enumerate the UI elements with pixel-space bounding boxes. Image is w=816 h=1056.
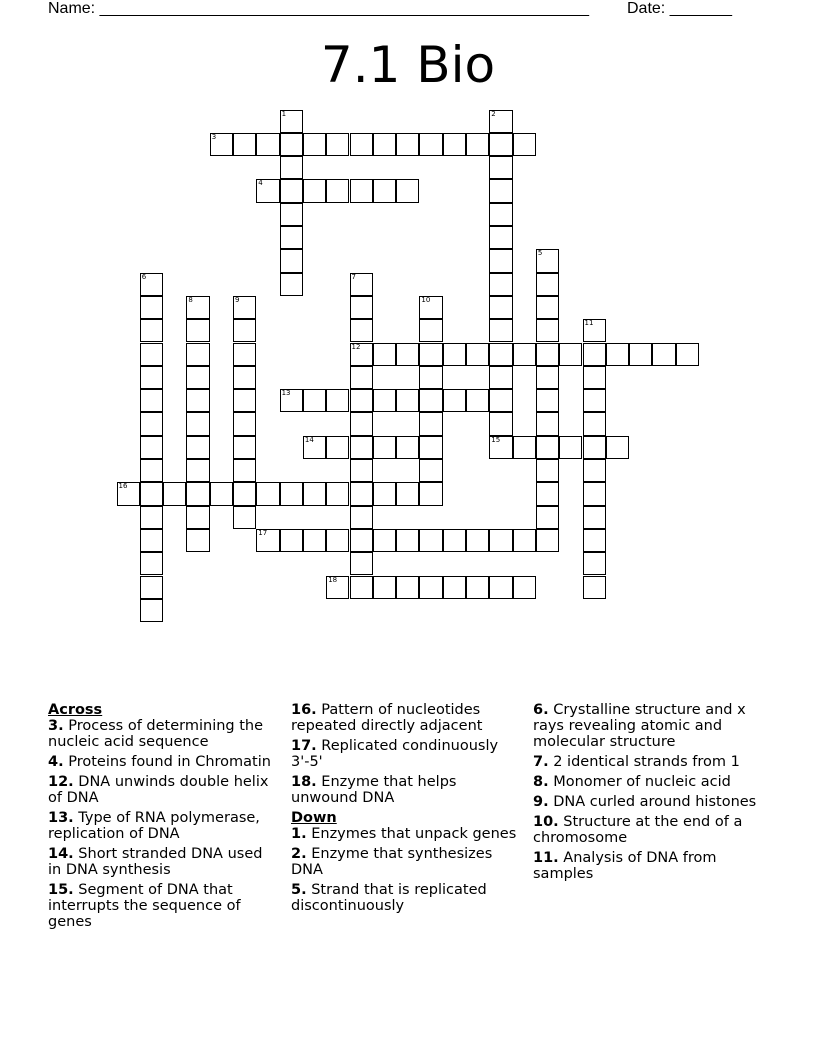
- grid-cell[interactable]: [350, 459, 373, 482]
- grid-cell[interactable]: [233, 436, 256, 459]
- grid-cell[interactable]: [303, 389, 326, 412]
- grid-cell[interactable]: [350, 412, 373, 435]
- grid-cell[interactable]: [489, 133, 512, 156]
- down-clue: 6. Crystalline structure and x rays revealing atomic and molecular structure: [533, 702, 746, 750]
- clue-number: 3: [211, 132, 217, 141]
- grid-cell[interactable]: [489, 249, 512, 272]
- grid-cell[interactable]: [280, 179, 303, 202]
- grid-cell[interactable]: [233, 506, 256, 529]
- grid-cell[interactable]: [280, 156, 303, 179]
- grid-cell[interactable]: [489, 273, 512, 296]
- clue-number: 13: [281, 389, 291, 398]
- across-clue: 18. Enzyme that helps unwound DNA: [291, 774, 457, 806]
- across-heading: Across: [48, 702, 103, 718]
- grid-cell[interactable]: [280, 133, 303, 156]
- grid-cell[interactable]: [303, 482, 326, 505]
- grid-cell[interactable]: [396, 389, 419, 412]
- clue-number: 15: [491, 435, 501, 444]
- grid-cell[interactable]: [186, 436, 209, 459]
- grid-cell[interactable]: [140, 343, 163, 366]
- grid-cell[interactable]: [466, 389, 489, 412]
- down-clue: 10. Structure at the end of a chromosome: [533, 814, 743, 846]
- grid-cell[interactable]: [373, 482, 396, 505]
- grid-cell[interactable]: [536, 459, 559, 482]
- grid-cell[interactable]: [629, 343, 652, 366]
- grid-cell[interactable]: [583, 366, 606, 389]
- grid-cell[interactable]: [396, 482, 419, 505]
- grid-cell[interactable]: [513, 436, 536, 459]
- date-line: Date: _______: [627, 0, 732, 17]
- clue-number: 4: [258, 179, 263, 188]
- grid-cell[interactable]: [280, 529, 303, 552]
- grid-cell[interactable]: [326, 576, 349, 599]
- grid-cell[interactable]: [536, 249, 559, 272]
- grid-cell[interactable]: [186, 529, 209, 552]
- grid-cell[interactable]: [583, 319, 606, 342]
- grid-cell[interactable]: [350, 552, 373, 575]
- grid-cell[interactable]: [140, 273, 163, 296]
- grid-cell[interactable]: [303, 529, 326, 552]
- grid-cell[interactable]: [419, 529, 442, 552]
- grid-cell[interactable]: [233, 296, 256, 319]
- across-clue: 4. Proteins found in Chromatin: [48, 754, 271, 770]
- grid-cell[interactable]: [583, 412, 606, 435]
- grid-cell[interactable]: [140, 436, 163, 459]
- grid-cell[interactable]: [419, 319, 442, 342]
- clue-number: 1: [281, 109, 287, 118]
- grid-cell[interactable]: [489, 226, 512, 249]
- down-clue: 5. Strand that is replicated discontinuously: [291, 882, 487, 914]
- grid-cell[interactable]: [186, 412, 209, 435]
- grid-cell[interactable]: [280, 249, 303, 272]
- grid-cell[interactable]: [350, 482, 373, 505]
- grid-cell[interactable]: [350, 529, 373, 552]
- grid-cell[interactable]: [233, 343, 256, 366]
- grid-cell[interactable]: [419, 389, 442, 412]
- grid-cell[interactable]: [140, 552, 163, 575]
- grid-cell[interactable]: [350, 133, 373, 156]
- grid-cell[interactable]: [326, 436, 349, 459]
- grid-cell[interactable]: [280, 482, 303, 505]
- grid-cell[interactable]: [419, 296, 442, 319]
- grid-cell[interactable]: [326, 529, 349, 552]
- grid-cell[interactable]: [419, 576, 442, 599]
- clue-number: 10: [421, 295, 431, 304]
- grid-cell[interactable]: [303, 133, 326, 156]
- grid-cell[interactable]: [489, 576, 512, 599]
- grid-cell[interactable]: [536, 319, 559, 342]
- grid-cell[interactable]: [373, 179, 396, 202]
- grid-cell[interactable]: [536, 529, 559, 552]
- grid-cell[interactable]: [350, 389, 373, 412]
- grid-cell[interactable]: [350, 179, 373, 202]
- grid-cell[interactable]: [350, 366, 373, 389]
- down-clue: 9. DNA curled around histones: [533, 794, 757, 810]
- grid-cell[interactable]: [233, 412, 256, 435]
- down-clue: 8. Monomer of nucleic acid: [533, 774, 731, 790]
- grid-cell[interactable]: [326, 389, 349, 412]
- clue-number: 14: [304, 435, 314, 444]
- grid-cell[interactable]: [373, 529, 396, 552]
- grid-cell[interactable]: [396, 436, 419, 459]
- grid-cell[interactable]: [140, 459, 163, 482]
- grid-cell[interactable]: [489, 110, 512, 133]
- grid-cell[interactable]: [140, 296, 163, 319]
- grid-cell[interactable]: [419, 133, 442, 156]
- clue-number: 11: [584, 319, 594, 328]
- grid-cell[interactable]: [489, 412, 512, 435]
- grid-cell[interactable]: [583, 482, 606, 505]
- grid-cell[interactable]: [140, 599, 163, 622]
- grid-cell[interactable]: [140, 529, 163, 552]
- grid-cell[interactable]: [186, 482, 209, 505]
- grid-cell[interactable]: [396, 179, 419, 202]
- grid-cell[interactable]: [256, 133, 279, 156]
- grid-cell[interactable]: [303, 436, 326, 459]
- grid-cell[interactable]: [583, 552, 606, 575]
- grid-cell[interactable]: [350, 273, 373, 296]
- down-clue: 7. 2 identical strands from 1: [533, 754, 740, 770]
- grid-cell[interactable]: [396, 576, 419, 599]
- grid-cell[interactable]: [466, 529, 489, 552]
- grid-cell[interactable]: [396, 343, 419, 366]
- grid-cell[interactable]: [443, 389, 466, 412]
- grid-cell[interactable]: [489, 343, 512, 366]
- grid-cell[interactable]: [350, 343, 373, 366]
- grid-cell[interactable]: [326, 482, 349, 505]
- grid-cell[interactable]: [443, 529, 466, 552]
- clue-number: 18: [328, 575, 338, 584]
- grid-cell[interactable]: [513, 133, 536, 156]
- grid-cell[interactable]: [186, 506, 209, 529]
- grid-cell[interactable]: [583, 389, 606, 412]
- grid-cell[interactable]: [350, 436, 373, 459]
- grid-cell[interactable]: [559, 436, 582, 459]
- grid-cell[interactable]: [140, 482, 163, 505]
- grid-cell[interactable]: [140, 366, 163, 389]
- grid-cell[interactable]: [443, 133, 466, 156]
- grid-cell[interactable]: [536, 482, 559, 505]
- clue-number: 2: [491, 109, 496, 118]
- grid-cell[interactable]: [536, 506, 559, 529]
- grid-cell[interactable]: [489, 203, 512, 226]
- grid-cell[interactable]: [373, 343, 396, 366]
- grid-cell[interactable]: [233, 389, 256, 412]
- grid-cell[interactable]: [419, 412, 442, 435]
- grid-cell[interactable]: [373, 389, 396, 412]
- grid-cell[interactable]: [350, 506, 373, 529]
- across-clue: 15. Segment of DNA that interrupts the sequence of genes: [48, 882, 241, 930]
- grid-cell[interactable]: [186, 319, 209, 342]
- grid-cell[interactable]: [140, 319, 163, 342]
- down-heading: Down: [291, 810, 337, 826]
- grid-cell[interactable]: [536, 436, 559, 459]
- grid-cell[interactable]: [489, 389, 512, 412]
- across-clue: 17. Replicated condinuously 3'-5': [291, 738, 499, 770]
- grid-cell[interactable]: [536, 389, 559, 412]
- grid-cell[interactable]: [210, 482, 233, 505]
- grid-cell[interactable]: [140, 576, 163, 599]
- grid-cell[interactable]: [326, 179, 349, 202]
- grid-cell[interactable]: [559, 343, 582, 366]
- across-clue: 14. Short stranded DNA used in DNA synthesis: [48, 846, 263, 878]
- grid-cell[interactable]: [652, 343, 675, 366]
- grid-cell[interactable]: [117, 482, 140, 505]
- grid-cell[interactable]: [233, 133, 256, 156]
- clue-column-1: [48, 702, 280, 934]
- grid-cell[interactable]: [326, 133, 349, 156]
- grid-cell[interactable]: [419, 343, 442, 366]
- across-clue: 12. DNA unwinds double helix of DNA: [48, 774, 269, 806]
- grid-cell[interactable]: [186, 459, 209, 482]
- grid-cell[interactable]: [373, 436, 396, 459]
- grid-cell[interactable]: [303, 179, 326, 202]
- grid-cell[interactable]: [140, 412, 163, 435]
- grid-cell[interactable]: [536, 296, 559, 319]
- grid-cell[interactable]: [396, 529, 419, 552]
- grid-cell[interactable]: [396, 133, 419, 156]
- grid-cell[interactable]: [513, 576, 536, 599]
- grid-cell[interactable]: [489, 436, 512, 459]
- grid-cell[interactable]: [466, 133, 489, 156]
- clue-number: 12: [351, 342, 361, 351]
- grid-cell[interactable]: [256, 529, 279, 552]
- clue-number: 5: [537, 249, 543, 258]
- grid-cell[interactable]: [489, 319, 512, 342]
- grid-cell[interactable]: [256, 179, 279, 202]
- grid-cell[interactable]: [233, 319, 256, 342]
- grid-cell[interactable]: [186, 389, 209, 412]
- clue-number: 8: [188, 295, 193, 304]
- grid-cell[interactable]: [583, 459, 606, 482]
- grid-cell[interactable]: [583, 436, 606, 459]
- across-clue: 16. Pattern of nucleotides repeated directly adjacent: [291, 702, 483, 734]
- grid-cell[interactable]: [466, 576, 489, 599]
- grid-cell[interactable]: [233, 482, 256, 505]
- grid-cell[interactable]: [419, 482, 442, 505]
- across-clue: 13. Type of RNA polymerase, replication of DNA: [48, 810, 260, 842]
- grid-cell[interactable]: [583, 529, 606, 552]
- grid-cell[interactable]: [536, 366, 559, 389]
- grid-cell[interactable]: [350, 296, 373, 319]
- grid-cell[interactable]: [536, 412, 559, 435]
- grid-cell[interactable]: [280, 203, 303, 226]
- grid-cell[interactable]: [443, 343, 466, 366]
- grid-cell[interactable]: [186, 366, 209, 389]
- grid-cell[interactable]: [186, 343, 209, 366]
- grid-cell[interactable]: [419, 436, 442, 459]
- grid-cell[interactable]: [373, 576, 396, 599]
- down-clue: 1. Enzymes that unpack genes: [291, 826, 517, 842]
- grid-cell[interactable]: [583, 343, 606, 366]
- grid-cell[interactable]: [186, 296, 209, 319]
- grid-cell[interactable]: [489, 366, 512, 389]
- grid-cell[interactable]: [443, 576, 466, 599]
- grid-cell[interactable]: [256, 482, 279, 505]
- grid-cell[interactable]: [350, 319, 373, 342]
- clue-number: 9: [235, 295, 240, 304]
- clue-column-3: [533, 702, 765, 886]
- grid-cell[interactable]: [466, 343, 489, 366]
- grid-cell[interactable]: [280, 273, 303, 296]
- grid-cell[interactable]: [583, 506, 606, 529]
- grid-cell[interactable]: [606, 343, 629, 366]
- down-clue: 11. Analysis of DNA from samples: [533, 850, 717, 882]
- name-line: Name: _______________________________________________________: [48, 0, 589, 17]
- grid-cell[interactable]: [280, 226, 303, 249]
- clue-number: 7: [351, 272, 356, 281]
- grid-cell[interactable]: [676, 343, 699, 366]
- grid-cell[interactable]: [513, 343, 536, 366]
- clue-number: 17: [258, 528, 268, 537]
- grid-cell[interactable]: [489, 156, 512, 179]
- grid-cell[interactable]: [350, 576, 373, 599]
- grid-cell[interactable]: [163, 482, 186, 505]
- page-title: 7.1 Bio: [320, 36, 496, 94]
- grid-cell[interactable]: [536, 343, 559, 366]
- grid-cell[interactable]: [233, 459, 256, 482]
- grid-cell[interactable]: [419, 366, 442, 389]
- grid-cell[interactable]: [489, 529, 512, 552]
- grid-cell[interactable]: [419, 459, 442, 482]
- grid-cell[interactable]: [140, 389, 163, 412]
- clue-column-2: [291, 702, 523, 918]
- grid-cell[interactable]: [140, 506, 163, 529]
- grid-cell[interactable]: [513, 529, 536, 552]
- grid-cell[interactable]: [606, 436, 629, 459]
- grid-cell[interactable]: [210, 133, 233, 156]
- across-clue: 3. Process of determining the nucleic acid sequence: [48, 718, 264, 750]
- grid-cell[interactable]: [489, 179, 512, 202]
- grid-cell[interactable]: [233, 366, 256, 389]
- grid-cell[interactable]: [583, 576, 606, 599]
- grid-cell[interactable]: [280, 110, 303, 133]
- clue-number: 6: [141, 272, 147, 281]
- grid-cell[interactable]: [373, 133, 396, 156]
- clue-number: 16: [118, 482, 128, 491]
- down-clue: 2. Enzyme that synthesizes DNA: [291, 846, 493, 878]
- grid-cell[interactable]: [489, 296, 512, 319]
- grid-cell[interactable]: [280, 389, 303, 412]
- grid-cell[interactable]: [536, 273, 559, 296]
